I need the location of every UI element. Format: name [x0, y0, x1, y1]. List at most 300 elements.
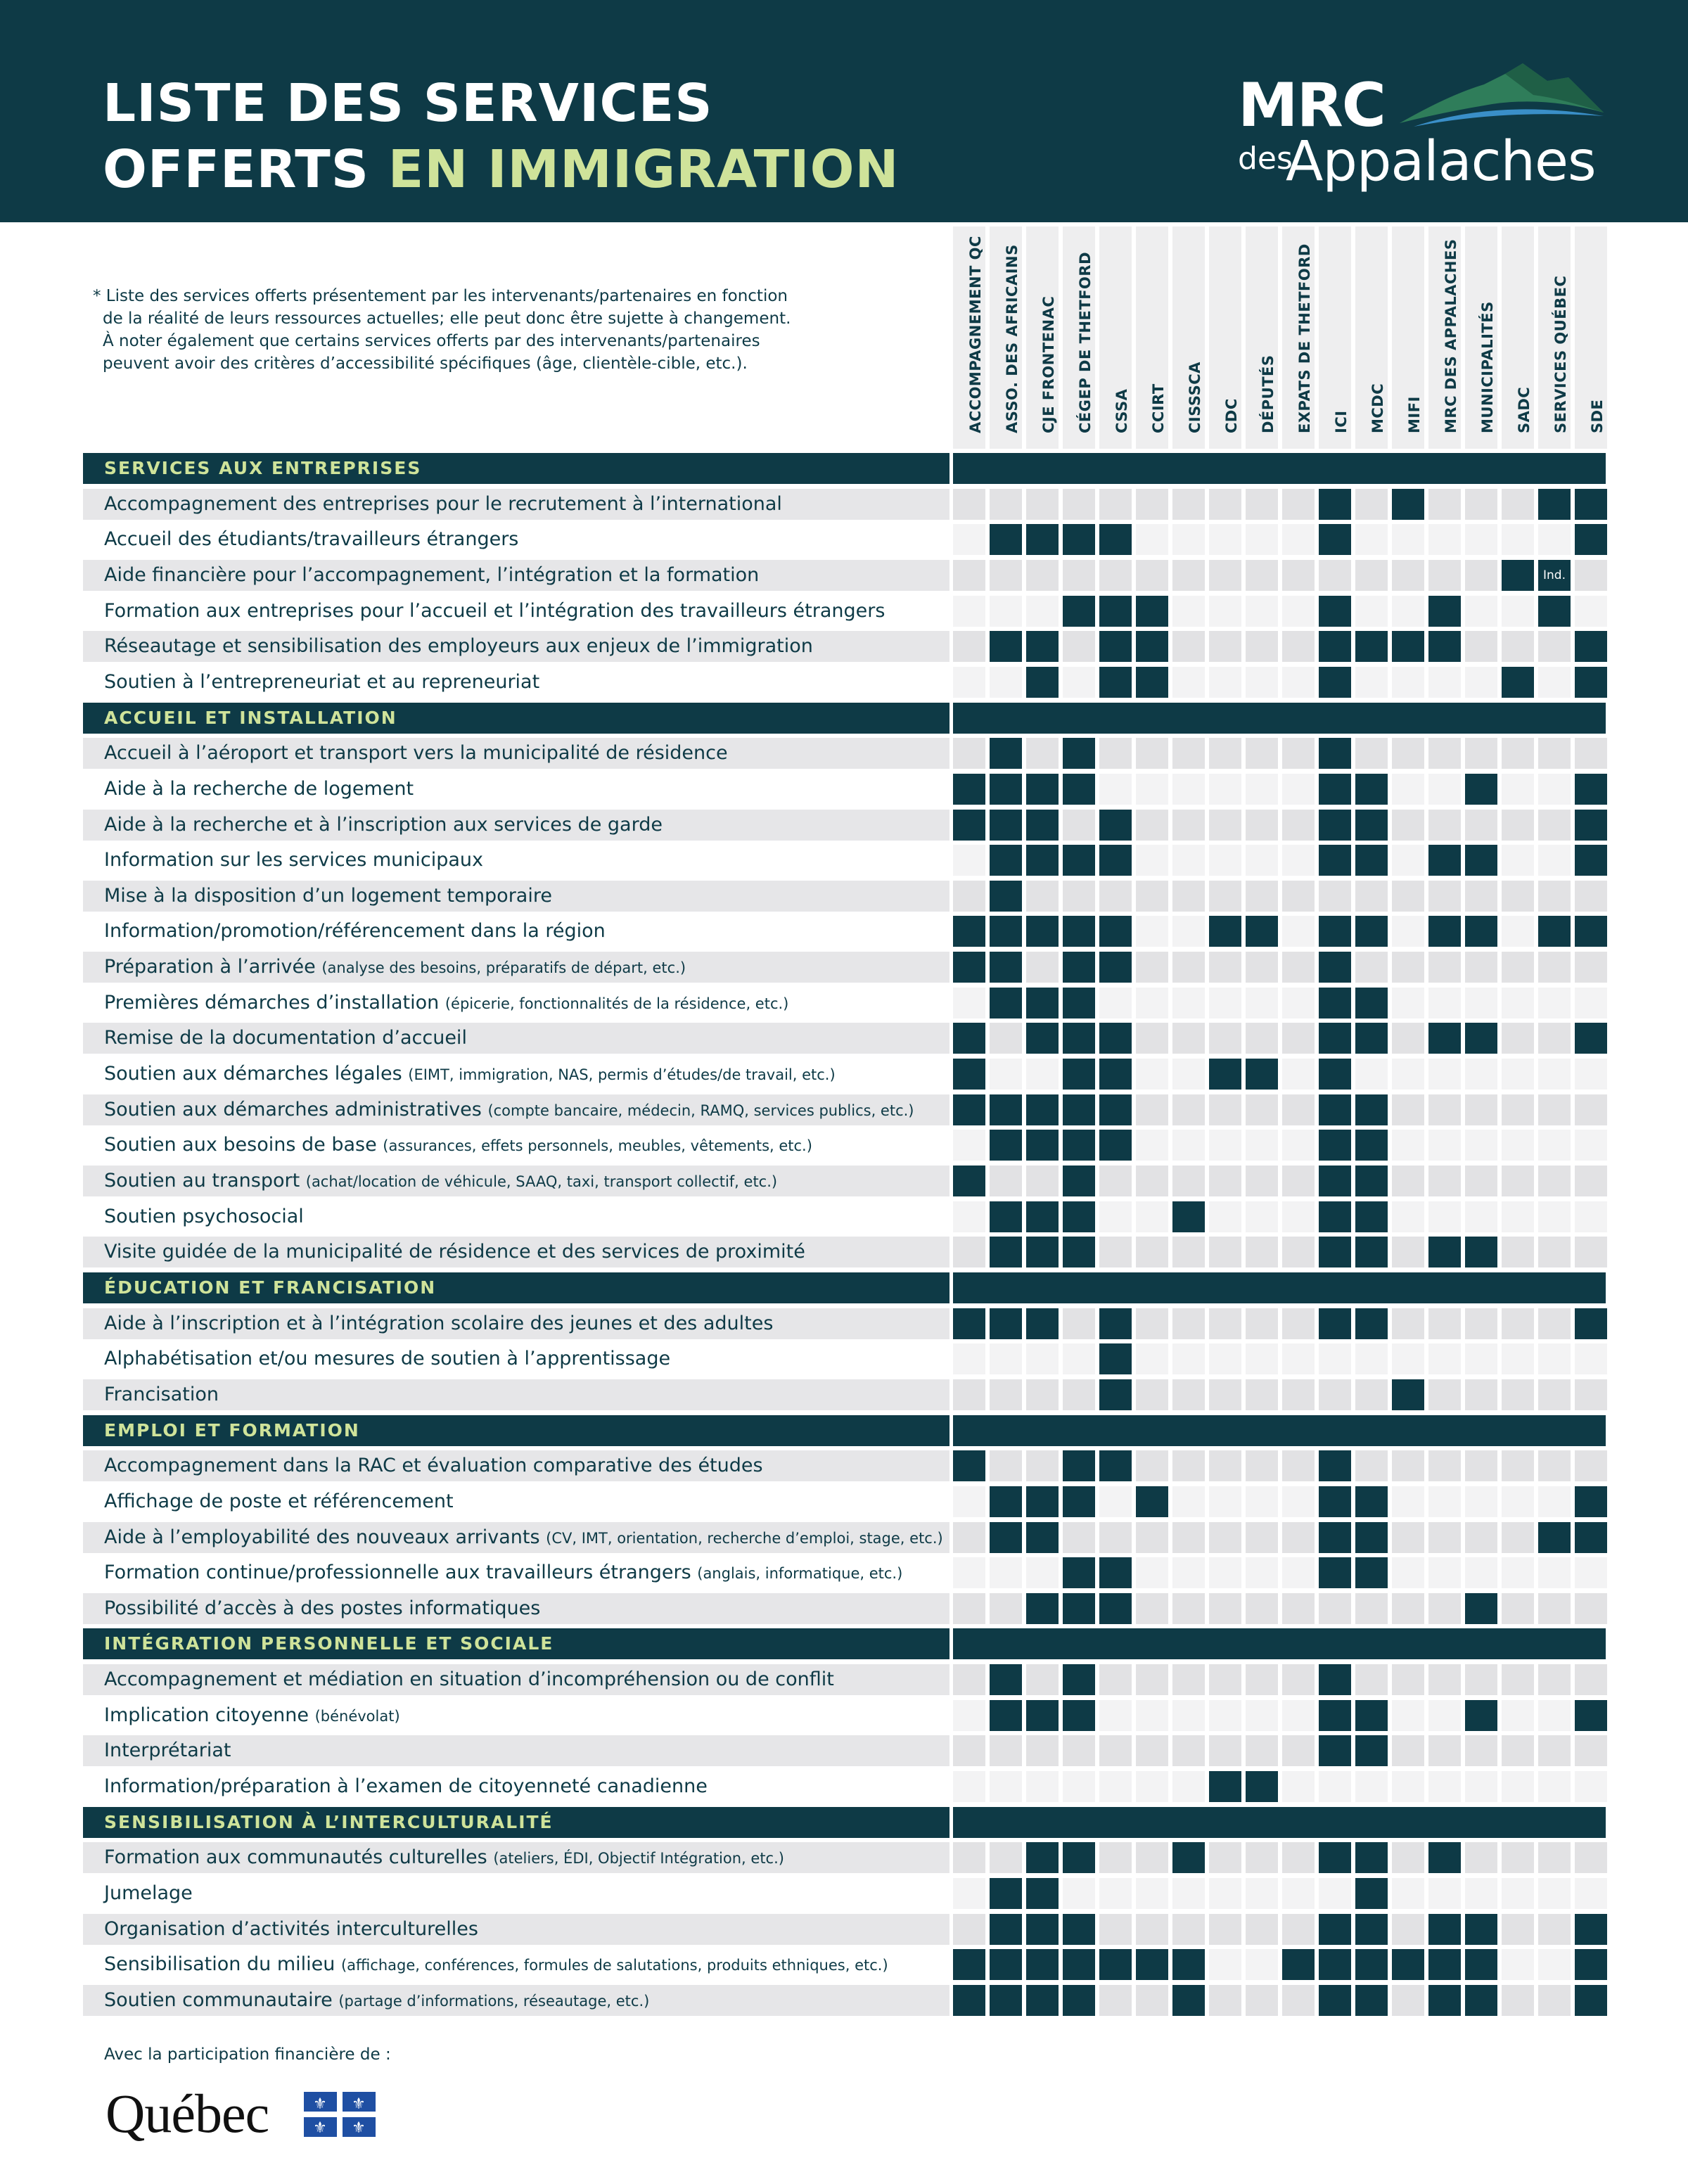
availability-cell-empty: [1392, 1059, 1424, 1090]
title-line-2-accent: EN IMMIGRATION: [388, 139, 900, 200]
availability-cell-empty: [1465, 1486, 1497, 1517]
column-header-label: CSSA: [1113, 388, 1130, 433]
availability-cell-filled: [1355, 1023, 1388, 1054]
availability-cell-empty: [953, 489, 985, 520]
availability-cell-empty: [1063, 1343, 1095, 1374]
availability-cell-filled: [1026, 1308, 1059, 1339]
column-header: [1575, 226, 1607, 449]
availability-cell-empty: [1209, 1985, 1241, 2016]
availability-cell-empty: [1392, 1771, 1424, 1802]
service-name: Francisation: [104, 1383, 219, 1405]
availability-cell-empty: [1246, 881, 1278, 912]
availability-cell-empty: [1246, 1450, 1278, 1481]
column-header-label: ACCOMPAGNEMENT QC: [967, 236, 984, 433]
availability-cell-empty: [953, 1593, 985, 1624]
availability-cell-filled: [1428, 845, 1461, 876]
column-header: [1355, 226, 1388, 449]
availability-cell-empty: [1026, 1450, 1059, 1481]
availability-cell-filled: [990, 1308, 1022, 1339]
availability-cell-filled: [1026, 774, 1059, 805]
availability-cell-empty: [1502, 596, 1534, 627]
availability-cell-empty: [1172, 596, 1205, 627]
availability-cell-empty: [1282, 1308, 1315, 1339]
availability-cell-empty: [1246, 774, 1278, 805]
availability-cell-filled: [1063, 1557, 1095, 1588]
availability-cell-empty: [1246, 1486, 1278, 1517]
table-row: [83, 1842, 1606, 1873]
availability-cell-empty: [1392, 1700, 1424, 1731]
availability-cell-empty: [1026, 1557, 1059, 1588]
availability-cell-empty: [1575, 596, 1607, 627]
availability-cell-filled: [1355, 631, 1388, 662]
availability-cell-empty: [1502, 988, 1534, 1018]
availability-cell-filled: [1355, 845, 1388, 876]
note-line: * Liste des services offerts présentement par les intervenants/partenaires en fonction: [93, 287, 788, 305]
availability-cell-empty: [1172, 738, 1205, 769]
availability-cell-filled: [990, 952, 1022, 983]
availability-cell-empty: [1392, 1094, 1424, 1125]
availability-cell-empty: [1099, 1166, 1132, 1196]
availability-cell-filled: [1392, 1949, 1424, 1980]
availability-cell-filled: [1099, 1023, 1132, 1054]
availability-cell-filled: [990, 1201, 1022, 1232]
availability-cell-empty: [1319, 881, 1351, 912]
availability-cell-filled: [1319, 1023, 1351, 1054]
table-row: [83, 489, 1606, 520]
service-label: [104, 1486, 454, 1518]
availability-cell-filled: [1172, 1949, 1205, 1980]
availability-cell-empty: [1502, 1771, 1534, 1802]
availability-cell-empty: [1282, 1593, 1315, 1624]
availability-cell-empty: [1209, 1842, 1241, 1873]
availability-cell-empty: [1502, 1878, 1534, 1909]
availability-cell-empty: [1099, 738, 1132, 769]
availability-cell-empty: [1428, 988, 1461, 1018]
availability-cell-empty: [1538, 1878, 1571, 1909]
availability-cell-empty: [1136, 1522, 1168, 1553]
table-row: [83, 988, 1606, 1018]
service-label: [104, 952, 686, 983]
availability-cell-empty: [1428, 1735, 1461, 1766]
availability-cell-empty: [1428, 1130, 1461, 1161]
availability-cell-empty: [1099, 1700, 1132, 1731]
availability-cell-filled: [953, 1023, 985, 1054]
availability-cell-empty: [1502, 952, 1534, 983]
availability-cell-empty: [1538, 1379, 1571, 1410]
availability-cell-empty: [1392, 1522, 1424, 1553]
availability-cell-empty: [1538, 1130, 1571, 1161]
availability-cell-filled: [1246, 1059, 1278, 1090]
service-detail: (partage d’informations, réseautage, etc.): [338, 1992, 650, 2010]
availability-cell-empty: [1538, 1166, 1571, 1196]
availability-cell-filled: [1355, 916, 1388, 947]
availability-cell-empty: [1502, 1700, 1534, 1731]
availability-cell-empty: [1172, 916, 1205, 947]
availability-cell-empty: [1538, 1308, 1571, 1339]
availability-cell-filled: [1319, 1201, 1351, 1232]
availability-cell-empty: [1392, 916, 1424, 947]
availability-cell-empty: [1246, 489, 1278, 520]
availability-cell-empty: [953, 845, 985, 876]
availability-cell-empty: [1392, 952, 1424, 983]
availability-cell-empty: [1136, 1094, 1168, 1125]
service-label: [104, 524, 518, 556]
availability-cell-empty: [1099, 1522, 1132, 1553]
availability-cell-empty: [1355, 560, 1388, 591]
availability-cell-filled: [1355, 1130, 1388, 1161]
service-name: Accompagnement dans la RAC et évaluation comparative des études: [104, 1455, 763, 1477]
availability-cell-filled: [1026, 810, 1059, 841]
table-row: [83, 524, 1606, 555]
availability-cell-empty: [1502, 1343, 1534, 1374]
availability-cell-filled: [1063, 1094, 1095, 1125]
availability-cell-empty: [1172, 1059, 1205, 1090]
availability-cell-filled: [1319, 1914, 1351, 1945]
availability-cell-empty: [1172, 1914, 1205, 1945]
availability-cell-empty: [1538, 1059, 1571, 1090]
availability-cell-empty: [1538, 1985, 1571, 2016]
service-detail: (bénévolat): [314, 1707, 400, 1725]
availability-cell-empty: [953, 1664, 985, 1695]
availability-cell-empty: [1575, 1878, 1607, 1909]
availability-cell-empty: [953, 1771, 985, 1802]
section-header: [83, 1415, 1606, 1446]
title-line-2-white: OFFERTS: [103, 139, 388, 200]
availability-cell-filled: [1099, 845, 1132, 876]
availability-cell-empty: [1063, 1379, 1095, 1410]
availability-cell-filled: [1026, 1486, 1059, 1517]
availability-cell-empty: [1099, 988, 1132, 1018]
availability-cell-empty: [1465, 1379, 1497, 1410]
availability-cell-empty: [1209, 1450, 1241, 1481]
service-label: [104, 1842, 784, 1874]
table-row: [83, 916, 1606, 947]
availability-cell-empty: [1392, 1166, 1424, 1196]
availability-cell-empty: [1282, 952, 1315, 983]
availability-cell-empty: [1428, 1308, 1461, 1339]
availability-cell-filled: [1428, 1985, 1461, 2016]
availability-cell-filled: [1282, 1949, 1315, 1980]
availability-cell-empty: [1099, 489, 1132, 520]
availability-cell-empty: [1282, 738, 1315, 769]
availability-cell-empty: [1063, 1878, 1095, 1909]
availability-cell-empty: [1172, 1023, 1205, 1054]
svg-text:⚜: ⚜: [352, 2095, 366, 2113]
availability-cell-filled: [953, 1166, 985, 1196]
service-label: [104, 988, 788, 1019]
availability-cell-empty: [953, 1700, 985, 1731]
table-row: [83, 1237, 1606, 1267]
availability-cell-empty: [1502, 1059, 1534, 1090]
availability-cell-filled: [990, 738, 1022, 769]
availability-cell-empty: [1209, 1735, 1241, 1766]
availability-cell-filled: [1575, 1949, 1607, 1980]
availability-cell-empty: [1575, 1842, 1607, 1873]
availability-cell-filled: [990, 810, 1022, 841]
availability-cell-empty: [1136, 1771, 1168, 1802]
availability-cell-filled: [953, 1949, 985, 1980]
service-detail: (ateliers, ÉDI, Objectif Intégration, etc.): [493, 1850, 784, 1867]
availability-cell-empty: [1282, 667, 1315, 698]
availability-cell-empty: [1209, 810, 1241, 841]
availability-cell-empty: [1465, 1557, 1497, 1588]
availability-cell-filled: [1063, 774, 1095, 805]
availability-cell-filled: [1575, 1700, 1607, 1731]
availability-cell-empty: [1392, 1985, 1424, 2016]
availability-cell-filled: [1465, 1949, 1497, 1980]
column-header-label: CJE FRONTENAC: [1040, 295, 1057, 433]
availability-cell-empty: [1428, 1878, 1461, 1909]
availability-cell-empty: [990, 596, 1022, 627]
service-label: [104, 845, 483, 876]
availability-cell-empty: [1392, 1842, 1424, 1873]
availability-cell-empty: [1392, 1735, 1424, 1766]
availability-cell-empty: [1428, 667, 1461, 698]
availability-cell-empty: [1209, 1700, 1241, 1731]
availability-cell-filled: [1063, 1486, 1095, 1517]
availability-cell-empty: [953, 1522, 985, 1553]
availability-cell-filled: [1319, 1308, 1351, 1339]
service-name: Information/préparation à l’examen de citoyenneté canadienne: [104, 1775, 708, 1798]
availability-cell-empty: [1136, 1878, 1168, 1909]
availability-cell-empty: [990, 1842, 1022, 1873]
availability-cell-empty: [1428, 1486, 1461, 1517]
service-detail: (EIMT, immigration, NAS, permis d’études/de travail, etc.): [408, 1066, 836, 1084]
availability-cell-empty: [1502, 881, 1534, 912]
availability-cell-empty: [953, 560, 985, 591]
availability-cell-filled: [1172, 1201, 1205, 1232]
availability-cell-filled: [1319, 810, 1351, 841]
availability-cell-empty: [1282, 1094, 1315, 1125]
availability-cell-empty: [953, 631, 985, 662]
service-label: [104, 738, 728, 769]
availability-cell-filled: [1465, 1914, 1497, 1945]
availability-cell-empty: [990, 1771, 1022, 1802]
service-label: [104, 1914, 478, 1946]
service-label: [104, 1023, 467, 1054]
availability-cell-empty: [1209, 1878, 1241, 1909]
availability-cell-filled: [1026, 1023, 1059, 1054]
availability-cell-filled: [1355, 1985, 1388, 2016]
column-header: [1099, 226, 1132, 449]
table-row: [83, 1735, 1606, 1766]
service-name: Préparation à l’arrivée: [104, 956, 322, 978]
availability-cell-filled: [1465, 1985, 1497, 2016]
column-header-label: MIFI: [1406, 396, 1423, 433]
availability-cell-empty: [1538, 1343, 1571, 1374]
availability-cell-empty: [1026, 1343, 1059, 1374]
availability-cell-empty: [1392, 1130, 1424, 1161]
availability-cell-empty: [990, 1343, 1022, 1374]
column-header-label: SADC: [1516, 386, 1533, 433]
availability-cell-empty: [1246, 1664, 1278, 1695]
service-name: Aide financière pour l’accompagnement, l’intégration et la formation: [104, 563, 760, 586]
availability-cell-empty: [1136, 1308, 1168, 1339]
availability-cell-empty: [1502, 1130, 1534, 1161]
availability-cell-empty: [1319, 560, 1351, 591]
availability-cell-filled: [1099, 1130, 1132, 1161]
availability-cell-filled: [1428, 916, 1461, 947]
service-name: Soutien aux besoins de base: [104, 1134, 383, 1156]
availability-cell-filled: [1099, 1557, 1132, 1588]
availability-cell-empty: [1575, 738, 1607, 769]
availability-cell-empty: [1099, 1914, 1132, 1945]
availability-cell-filled: [1099, 1450, 1132, 1481]
availability-cell-empty: [1172, 1379, 1205, 1410]
table-row: [83, 560, 1606, 591]
service-label: [104, 1735, 231, 1767]
service-name: Remise de la documentation d’accueil: [104, 1027, 467, 1049]
availability-cell-empty: [1209, 988, 1241, 1018]
availability-cell-empty: [1428, 810, 1461, 841]
availability-cell-empty: [953, 667, 985, 698]
service-name: Soutien communautaire: [104, 1988, 339, 2011]
availability-cell-empty: [1428, 1343, 1461, 1374]
availability-cell-filled: [1063, 1842, 1095, 1873]
availability-cell-empty: [1575, 1557, 1607, 1588]
availability-cell-empty: [1282, 1130, 1315, 1161]
availability-cell-empty: [1063, 631, 1095, 662]
availability-cell-filled: [1575, 916, 1607, 947]
service-name: Possibilité d’accès à des postes informatiques: [104, 1597, 541, 1619]
availability-cell-empty: [1502, 1094, 1534, 1125]
availability-cell-empty: [1136, 1914, 1168, 1945]
availability-cell-empty: [1392, 881, 1424, 912]
availability-cell-filled: [1575, 1023, 1607, 1054]
column-header: [1502, 226, 1534, 449]
availability-cell-empty: [1465, 952, 1497, 983]
availability-cell-empty: [1538, 988, 1571, 1018]
availability-cell-empty: [1575, 1166, 1607, 1196]
availability-cell-empty: [1538, 1486, 1571, 1517]
availability-cell-filled: [1063, 1700, 1095, 1731]
column-header-label: CÉGEP DE THETFORD: [1077, 252, 1094, 433]
availability-cell-filled: [953, 1985, 985, 2016]
availability-cell-filled: [1355, 1522, 1388, 1553]
availability-cell-empty: [1172, 952, 1205, 983]
availability-cell-empty: [1209, 1343, 1241, 1374]
availability-cell-empty: [1575, 1094, 1607, 1125]
availability-cell-filled: [1026, 1130, 1059, 1161]
column-header-label: ASSO. DES AFRICAINS: [1004, 244, 1021, 433]
svg-text:⚜: ⚜: [313, 2095, 327, 2113]
availability-cell-empty: [1392, 1201, 1424, 1232]
availability-cell-empty: [1246, 1522, 1278, 1553]
availability-cell-empty: [1209, 524, 1241, 555]
availability-cell-empty: [1392, 988, 1424, 1018]
column-header-label: MRC DES APPALACHES: [1443, 238, 1459, 433]
service-name: Information/promotion/référencement dans la région: [104, 920, 606, 943]
availability-cell-empty: [990, 1166, 1022, 1196]
availability-cell-empty: [1063, 560, 1095, 591]
availability-cell-filled: [1575, 1486, 1607, 1517]
availability-cell-empty: [1063, 667, 1095, 698]
service-detail: (épicerie, fonctionnalités de la résidence, etc.): [445, 995, 789, 1012]
column-header-label: CISSSCA: [1187, 362, 1203, 433]
availability-cell-filled: [1319, 667, 1351, 698]
availability-cell-filled: [990, 1700, 1022, 1731]
availability-cell-empty: [1502, 1237, 1534, 1267]
availability-cell-empty: [1502, 845, 1534, 876]
availability-cell-empty: [1172, 1557, 1205, 1588]
availability-cell-empty: [1209, 1094, 1241, 1125]
service-label: [104, 1094, 914, 1126]
column-header: [1392, 226, 1424, 449]
availability-cell-empty: [1538, 845, 1571, 876]
availability-cell-empty: [1209, 1023, 1241, 1054]
table-row: [83, 1023, 1606, 1054]
availability-cell-empty: [1099, 1842, 1132, 1873]
availability-cell-filled: [1319, 988, 1351, 1018]
availability-cell-filled: [1319, 1237, 1351, 1267]
availability-cell-filled: [1136, 667, 1168, 698]
service-label: [104, 1522, 943, 1554]
availability-cell-empty: [1172, 1130, 1205, 1161]
availability-cell-empty: [1282, 1201, 1315, 1232]
availability-cell-filled: [1319, 1522, 1351, 1553]
availability-cell-empty: [1319, 1771, 1351, 1802]
availability-cell-empty: [1392, 1593, 1424, 1624]
table-row: [83, 1771, 1606, 1802]
availability-cell-empty: [1355, 1059, 1388, 1090]
availability-cell-empty: [990, 489, 1022, 520]
service-label: [104, 1166, 777, 1197]
availability-cell-empty: [1355, 524, 1388, 555]
availability-cell-empty: [1392, 1023, 1424, 1054]
availability-cell-filled: [1355, 1878, 1388, 1909]
service-name: Mise à la disposition d’un logement temporaire: [104, 884, 552, 907]
availability-cell-empty: [953, 1557, 985, 1588]
availability-cell-empty: [1282, 1700, 1315, 1731]
section-header: [83, 1807, 1606, 1838]
service-name: Réseautage et sensibilisation des employeurs aux enjeux de l’immigration: [104, 635, 813, 658]
service-label: [104, 667, 539, 698]
availability-cell-empty: [953, 1486, 985, 1517]
availability-cell-filled: [1319, 845, 1351, 876]
service-name: Visite guidée de la municipalité de résidence et des services de proximité: [104, 1241, 805, 1263]
availability-cell-filled: [1063, 596, 1095, 627]
availability-cell-filled: [1099, 916, 1132, 947]
service-name: Soutien aux démarches légales: [104, 1063, 409, 1085]
availability-cell-empty: [1465, 1664, 1497, 1695]
availability-cell-empty: [1282, 1842, 1315, 1873]
availability-cell-filled: [1575, 489, 1607, 520]
service-name: Aide à l’inscription et à l’intégration scolaire des jeunes et des adultes: [104, 1312, 774, 1334]
section-title: INTÉGRATION PERSONNELLE ET SOCIALE: [104, 1633, 554, 1654]
availability-cell-empty: [1209, 1130, 1241, 1161]
service-detail: (affichage, conférences, formules de salutations, produits ethniques, etc.): [340, 1957, 888, 1974]
availability-cell-empty: [1392, 1914, 1424, 1945]
column-header-label: SERVICES QUÉBEC: [1552, 275, 1569, 433]
availability-cell-filled: [1026, 1949, 1059, 1980]
availability-cell-filled: [1355, 774, 1388, 805]
availability-cell-filled: [1392, 489, 1424, 520]
service-name: Formation aux communautés culturelles: [104, 1846, 494, 1869]
column-header-label: SDE: [1589, 399, 1606, 433]
availability-cell-empty: [1575, 1771, 1607, 1802]
availability-cell-empty: [1136, 845, 1168, 876]
availability-cell-filled: [1355, 1166, 1388, 1196]
availability-cell-empty: [1392, 596, 1424, 627]
availability-cell-empty: [1538, 1735, 1571, 1766]
service-label: [104, 596, 885, 627]
availability-cell-empty: [1026, 881, 1059, 912]
availability-cell-filled: [990, 631, 1022, 662]
availability-cell-empty: [1209, 738, 1241, 769]
column-header: [990, 226, 1022, 449]
availability-cell-empty: [1502, 1949, 1534, 1980]
service-name: Jumelage: [104, 1882, 193, 1904]
